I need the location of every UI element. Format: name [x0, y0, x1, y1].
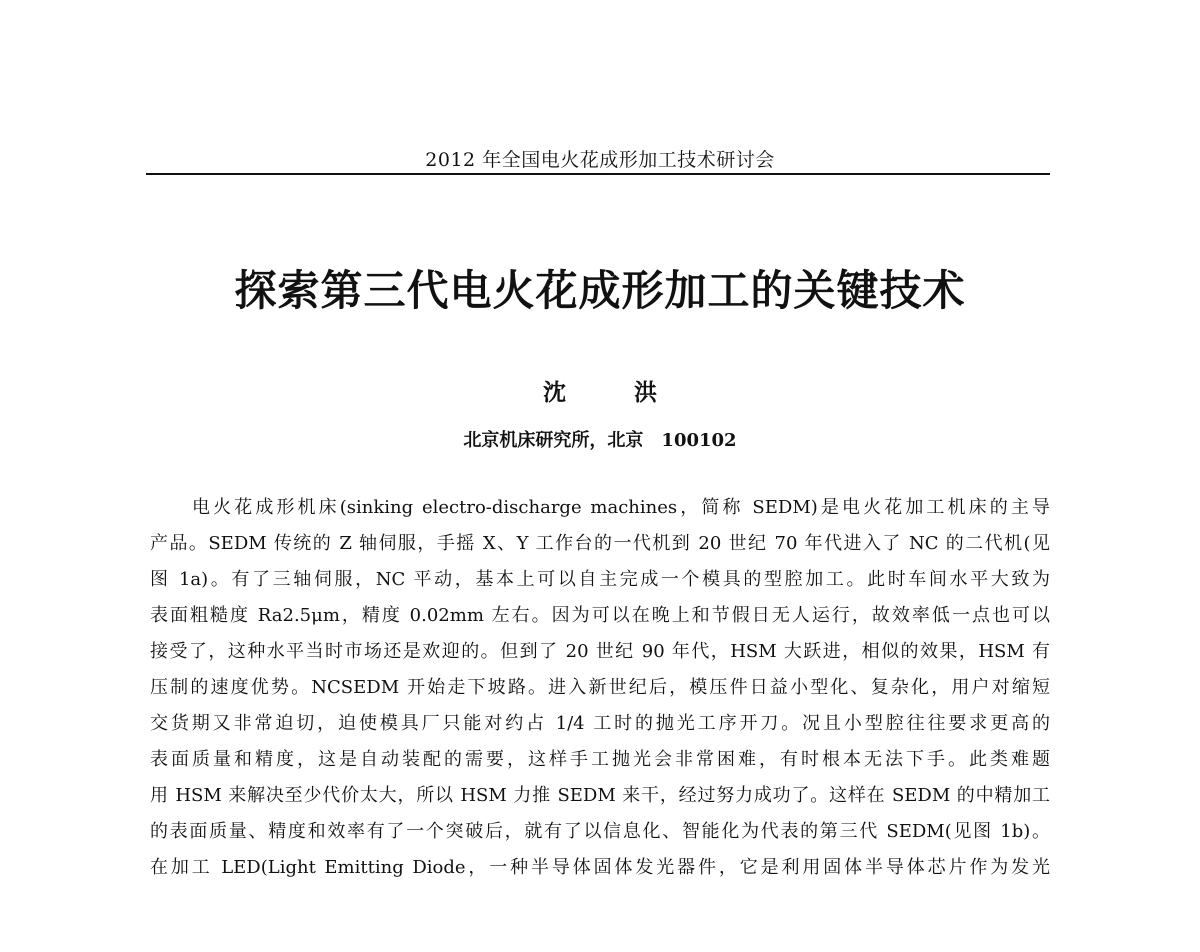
body-paragraph [150, 490, 1050, 886]
body-line: 接受了，这种水平当时市场还是欢迎的。但到了 20 世纪 90 年代，HSM 大跃进，相似的效果，HSM 有 [150, 641, 1050, 662]
body-line: 表面质量和精度，这是自动装配的需要，这样手工抛光会非常困难，有时根本无法下手。此类难题 [150, 749, 1050, 770]
body-line: 压制的速度优势。NCSEDM 开始走下坡路。进入新世纪后，模压件日益小型化、复杂化，用户对缩短 [150, 677, 1050, 698]
body-line: 表面粗糙度 Ra2.5μm，精度 0.02mm 左右。因为可以在晚上和节假日无人运行，故效率低一点也可以 [150, 605, 1050, 626]
header-rule [146, 173, 1050, 175]
body-line: 在加工 LED(Light Emitting Diode，一种半导体固体发光器件，它是利用固体半导体芯片作为发光 [150, 857, 1050, 878]
body-line: 用 HSM 来解决至少代价太大，所以 HSM 力推 SEDM 来干，经过努力成功了。这样在 SEDM 的中精加工 [150, 785, 1050, 806]
body-line: 的表面质量、精度和效率有了一个突破后，就有了以信息化、智能化为代表的第三代 SEDM(见图 1b)。 [150, 821, 1050, 842]
running-header: 2012 年全国电火花成形加工技术研讨会 [425, 149, 775, 171]
paper-title: 探索第三代电火花成形加工的关键技术 [234, 266, 966, 315]
author-name: 沈 洪 [542, 379, 687, 406]
body-line: 产品。SEDM 传统的 Z 轴伺服，手摇 X、Y 工作台的一代机到 20 世纪 70 年代进入了 NC 的二代机(见 [150, 533, 1050, 554]
author-affiliation: 北京机床研究所，北京 100102 [463, 430, 737, 451]
body-line: 交货期又非常迫切，迫使模具厂只能对约占 1/4 工时的抛光工序开刀。况且小型腔往往要求更高的 [150, 713, 1050, 734]
body-line: 图 1a)。有了三轴伺服，NC 平动，基本上可以自主完成一个模具的型腔加工。此时车间水平大致为 [150, 569, 1050, 590]
body-line: 电火花成形机床(sinking electro-discharge machines，简称 SEDM)是电火花加工机床的主导 [192, 497, 1050, 518]
